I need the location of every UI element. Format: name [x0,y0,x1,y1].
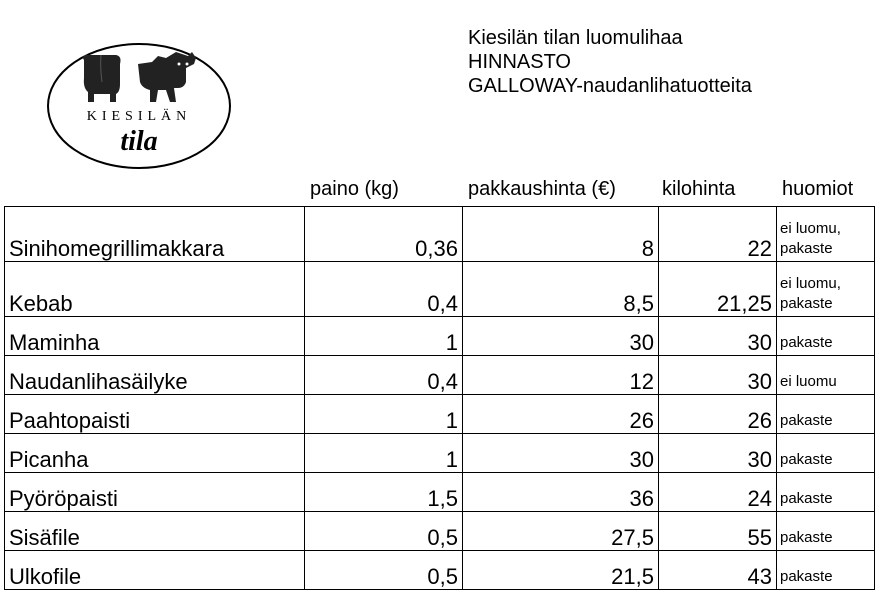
heading-line-title: HINNASTO [468,51,571,73]
product-name: Sinihomegrillimakkara [5,207,305,262]
product-note: pakaste [777,512,875,551]
table-row [5,512,875,551]
product-kilo-price: 30 [659,356,777,395]
product-note: pakaste [777,473,875,512]
logo-bottom-text: tila [120,126,158,157]
kiesilan-tila-logo [46,42,232,170]
product-weight: 0,36 [305,207,463,262]
product-note: ei luomu, pakaste [777,207,875,262]
document-heading [468,26,752,98]
product-note: ei luomu [777,356,875,395]
product-pack-price: 12 [463,356,659,395]
product-name: Pyöröpaisti [5,473,305,512]
product-name: Maminha [5,317,305,356]
product-pack-price: 26 [463,395,659,434]
logo-top-text: KIESILÄN [86,109,192,124]
product-note: ei luomu, pakaste [777,262,875,317]
product-weight: 0,5 [305,551,463,590]
product-pack-price: 21,5 [463,551,659,590]
product-name: Ulkofile [5,551,305,590]
table-row [5,551,875,590]
product-name: Picanha [5,434,305,473]
product-name: Sisäfile [5,512,305,551]
product-weight: 0,5 [305,512,463,551]
column-header-kilo-price: kilohinta [662,178,736,200]
product-kilo-price: 43 [659,551,777,590]
product-note: pakaste [777,317,875,356]
product-kilo-price: 30 [659,317,777,356]
product-weight: 0,4 [305,356,463,395]
product-pack-price: 36 [463,473,659,512]
product-pack-price: 8 [463,207,659,262]
product-weight: 1 [305,317,463,356]
product-pack-price: 8,5 [463,262,659,317]
product-note: pakaste [777,434,875,473]
product-weight: 1 [305,434,463,473]
product-pack-price: 30 [463,434,659,473]
product-note: pakaste [777,395,875,434]
column-header-notes: huomiot [782,178,854,200]
price-table [4,206,875,590]
table-row [5,207,875,262]
product-weight: 1,5 [305,473,463,512]
column-header-weight: paino (kg) [310,178,399,200]
product-weight: 1 [305,395,463,434]
product-name: Naudanlihasäilyke [5,356,305,395]
heading-line-subtitle: GALLOWAY-naudanlihatuotteita [468,75,752,97]
product-kilo-price: 22 [659,207,777,262]
heading-line-farm: Kiesilän tilan luomulihaa [468,27,683,49]
cow-rear-icon [83,55,121,102]
table-row [5,434,875,473]
product-name: Paahtopaisti [5,395,305,434]
table-row [5,473,875,512]
table-row [5,395,875,434]
table-row [5,317,875,356]
product-pack-price: 27,5 [463,512,659,551]
product-note: pakaste [777,551,875,590]
column-header-pack-price: pakkaushinta (€) [468,178,616,200]
product-kilo-price: 26 [659,395,777,434]
product-name: Kebab [5,262,305,317]
product-pack-price: 30 [463,317,659,356]
table-row [5,356,875,395]
product-kilo-price: 30 [659,434,777,473]
cow-front-icon [138,52,196,102]
product-kilo-price: 55 [659,512,777,551]
table-row [5,262,875,317]
product-weight: 0,4 [305,262,463,317]
product-kilo-price: 24 [659,473,777,512]
product-kilo-price: 21,25 [659,262,777,317]
